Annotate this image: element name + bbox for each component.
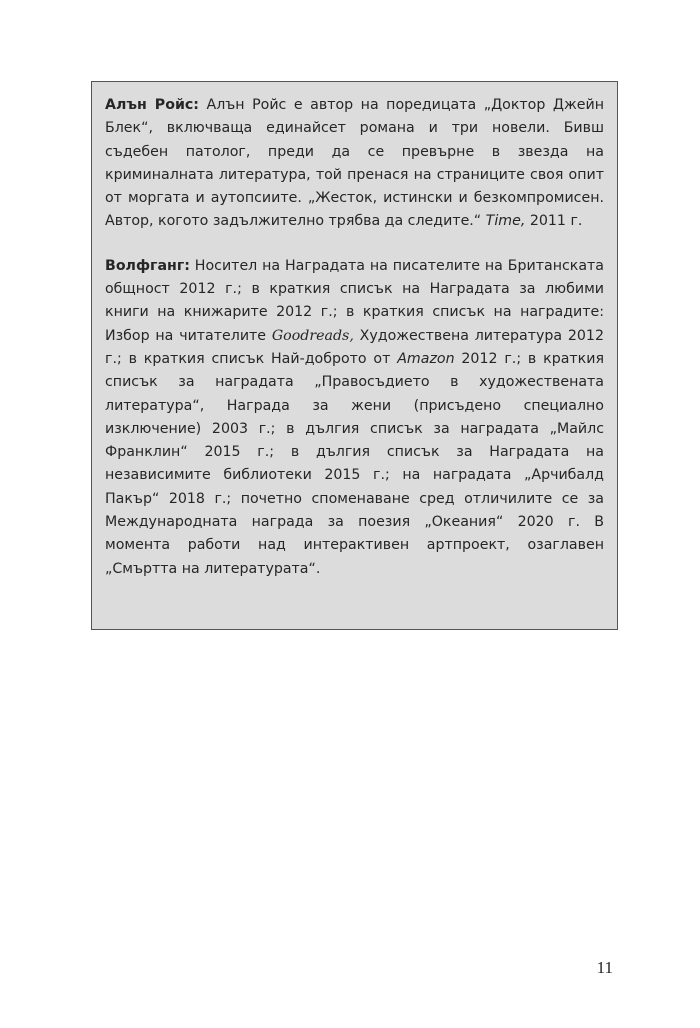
bio-text: 2012 г.; в краткия списък за наградата „Правосъдието в художествената литература“, Награда за жени (присъдено специално изключение) 2003 г.; в дългия списък за наградата „Майлс Франклин“ 2015 г.; в дългия списък за Наградата на независимите библиотеки 2015 г.; на наградата „Арчибалд Пакър“ 2018 г.; почетно споменаване сред отличилите се за Международната награда за поезия „Океания“ 2020 г. В момента работи над интерактивен артпроект, озаглавен „Смъртта на литературата“. xyxy=(105,350,604,577)
bio-text: Носител на Наградата на писателите на Британската общност 2012 г.; в краткия списък на Наградата за любими книги на книжарите 2012 г.; в краткия списък на наградите: Избор на читателите xyxy=(105,257,604,344)
bio-name: Алън Ройс: xyxy=(105,97,199,113)
page-number: 11 xyxy=(596,958,613,977)
bio-text: Алън Ройс е автор на поредицата „Доктор Джейн Блек“, включваща единайсет романа и три новели. Бивш съдебен патолог, преди да се превърне в звезда на криминалната литература, той пренася на страниците своя опит от моргата и аутопсиите. „Жесток, истински и безкомпромисен. Автор, когото задължително трябва да следите.“ xyxy=(105,97,604,230)
bio-text: Художествена литература 2012 г.; в краткия списък Най-доброто от xyxy=(105,327,604,367)
bio-wolfgang xyxy=(105,255,604,581)
author-bios-box xyxy=(91,81,618,630)
bio-italic-source: Time, xyxy=(485,213,526,230)
bio-alan-royce xyxy=(105,94,604,234)
bio-italic-goodreads: Goodreads, xyxy=(271,327,354,344)
bio-name: Волфганг: xyxy=(105,257,190,274)
bio-italic-amazon: Amazon xyxy=(397,350,455,367)
bio-text: 2011 г. xyxy=(525,213,583,230)
